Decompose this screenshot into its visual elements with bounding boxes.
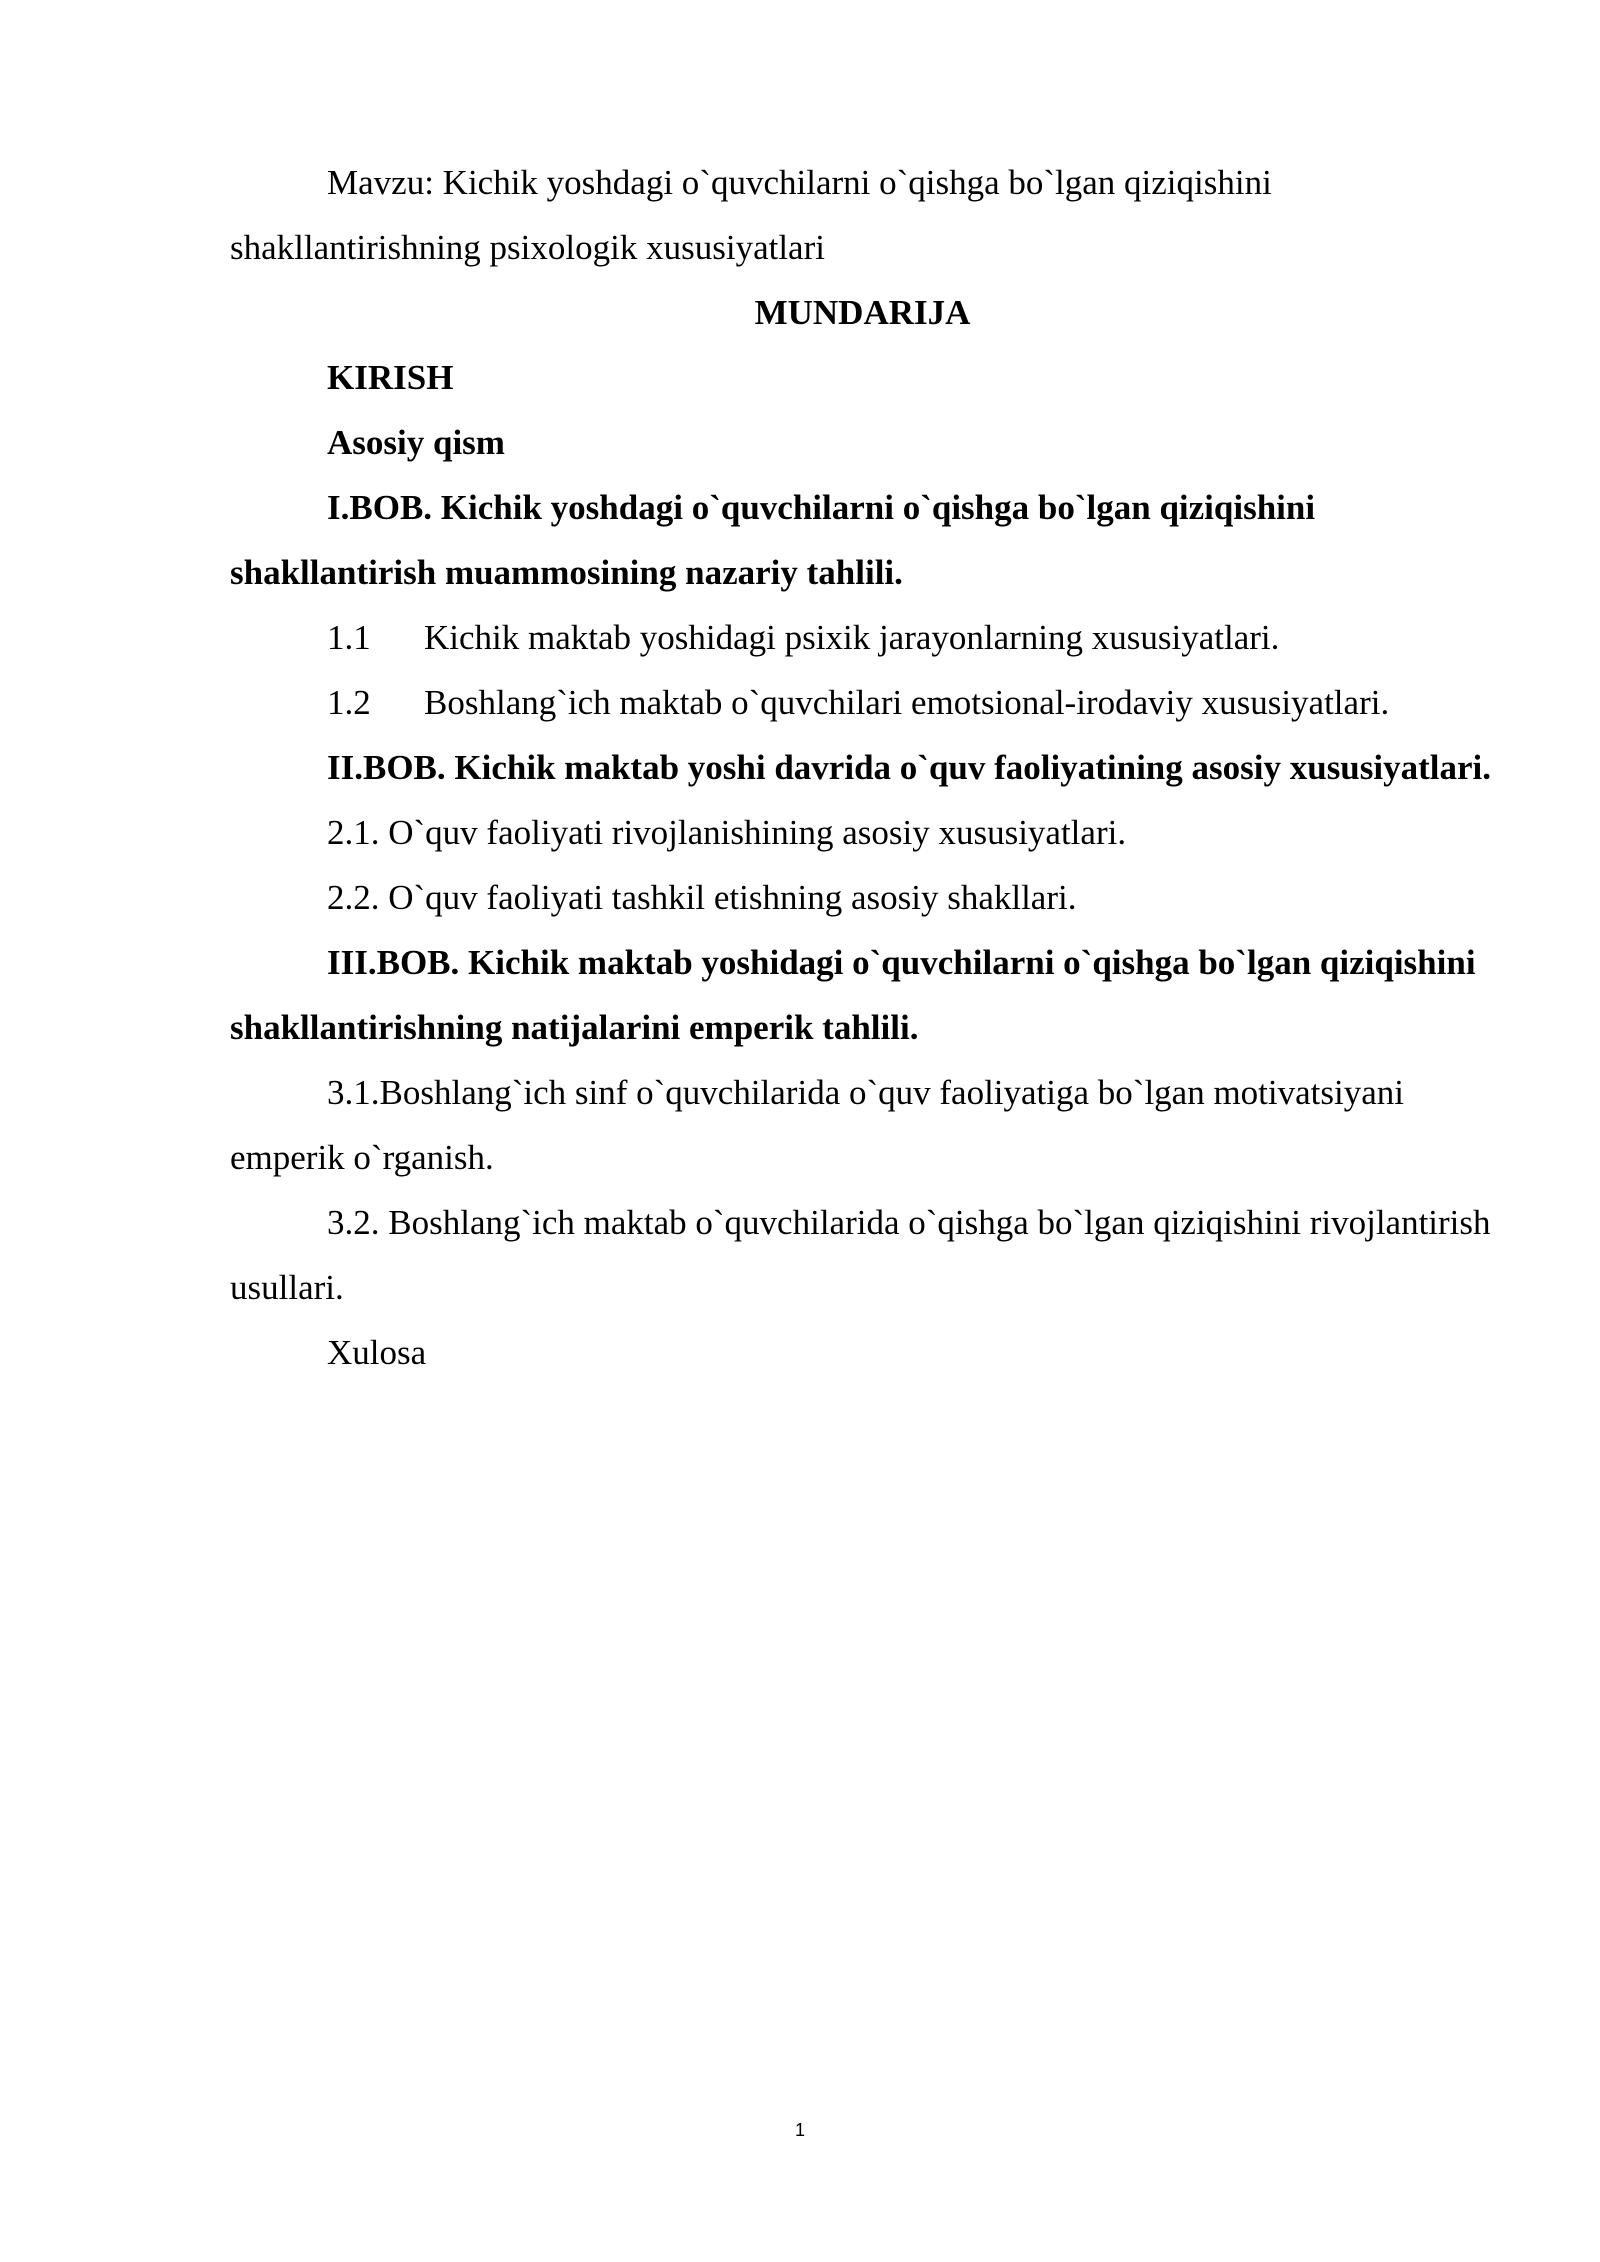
- toc-intro: KIRISH: [327, 358, 454, 397]
- toc-item-3-2: 3.2. Boshlang`ich maktab o`quvchilarida o`qishga bo`lgan qiziqishini rivojlantirish usullari.: [230, 1203, 1491, 1307]
- toc-item-1-2: [230, 670, 1495, 735]
- document-page: [230, 150, 1495, 1385]
- toc-conclusion: Xulosa: [327, 1333, 427, 1372]
- toc-item-number: 1.2: [327, 683, 371, 722]
- toc-main-part: Asosiy qism: [327, 423, 505, 462]
- contents-heading: MUNDARIJA: [754, 293, 971, 332]
- toc-item-number: 1.1: [327, 618, 371, 657]
- toc-item-1-1: [230, 605, 1495, 670]
- toc-chapter-2: II.BOB. Kichik maktab yoshi davrida o`quv faoliyatining asosiy xususiyatlari.: [327, 748, 1492, 787]
- toc-item-text: Kichik maktab yoshidagi psixik jarayonlarning xususiyatlari.: [424, 618, 1280, 657]
- toc-item-text: Boshlang`ich maktab o`quvchilari emotsional-irodaviy xususiyatlari.: [424, 683, 1390, 722]
- toc-chapter-1: I.BOB. Kichik yoshdagi o`quvchilarni o`qishga bo`lgan qiziqishini shakllantirish muammosining nazariy tahlili.: [230, 488, 1316, 592]
- toc-item-2-1: 2.1. O`quv faoliyati rivojlanishining asosiy xususiyatlari.: [327, 813, 1127, 852]
- toc-item-2-2: 2.2. O`quv faoliyati tashkil etishning asosiy shakllari.: [327, 878, 1077, 917]
- toc-chapter-3: III.BOB. Kichik maktab yoshidagi o`quvchilarni o`qishga bo`lgan qiziqishini shakllantirishning natijalarini emperik tahlili.: [230, 943, 1476, 1047]
- page-number: 1: [794, 2120, 805, 2140]
- topic-line: Mavzu: Kichik yoshdagi o`quvchilarni o`qishga bo`lgan qiziqishini shakllantirishning psixologik xususiyatlari: [230, 163, 1272, 267]
- toc-item-3-1: 3.1.Boshlang`ich sinf o`quvchilarida o`quv faoliyatiga bo`lgan motivatsiyani emperik o`rganish.: [230, 1073, 1404, 1177]
